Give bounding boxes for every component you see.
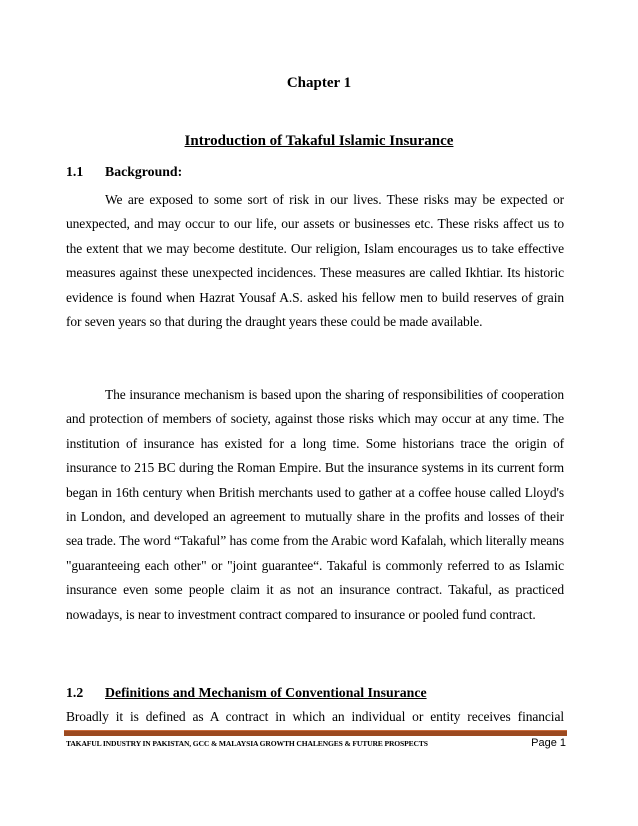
- section-heading-background: [66, 162, 182, 182]
- paragraph-background-2: The insurance mechanism is based upon the sharing of responsibilities of cooperation and protection of members of society, against those risks which may occur at any time. The institution of insurance has existed for a long time. Some historians trace the origin of insurance to 215 BC during the Roman Empire. But the insurance systems in its current form began in 16th century when British merchants used to gather at a coffee house called Lloyd's in London, and developed an agreement to mutually share in the profits and losses of their sea trade. The word “Takaful” has come from the Arabic word Kafalah, which literally means "guaranteeing each other" or "joint guarantee“. Takaful is commonly referred to as Islamic insurance even some people claim it as not an insurance contract. Takaful, as practiced nowadays, is near to investment contract compared to insurance or pooled fund contract.: [66, 387, 564, 622]
- section-title: Background:: [105, 164, 183, 179]
- footer-running-title: TAKAFUL INDUSTRY IN PAKISTAN, GCC & MALAYSIA GROWTH CHALENGES & FUTURE PROSPECTS: [66, 739, 428, 748]
- document-title: [0, 131, 638, 151]
- page-number: Page 1: [531, 737, 566, 749]
- section-number: 1.1: [66, 164, 84, 179]
- chapter-heading: Chapter 1: [286, 75, 352, 91]
- paragraph-definitions-1: Broadly it is defined as A contract in which an individual or entity receives financial: [66, 709, 564, 724]
- section-title: Definitions and Mechanism of Conventional Insurance: [105, 685, 427, 700]
- document-title-text: Introduction of Takaful Islamic Insurance: [184, 133, 454, 149]
- footer-rule: [64, 730, 567, 736]
- paragraph-background-1: We are exposed to some sort of risk in our lives. These risks may be expected or unexpected, and may occur to our life, our assets or businesses etc. These risks affect us to the extent that we may become destitute. Our religion, Islam encourages us to take effective measures against these unexpected incidences. These measures are called Ikhtiar. Its historic evidence is found when Hazrat Yousaf A.S. asked his fellow men to build reserves of grain for seven years so that during the draught years these could be made available.: [66, 192, 564, 330]
- section-number: 1.2: [66, 685, 84, 700]
- section-heading-definitions: [66, 683, 427, 703]
